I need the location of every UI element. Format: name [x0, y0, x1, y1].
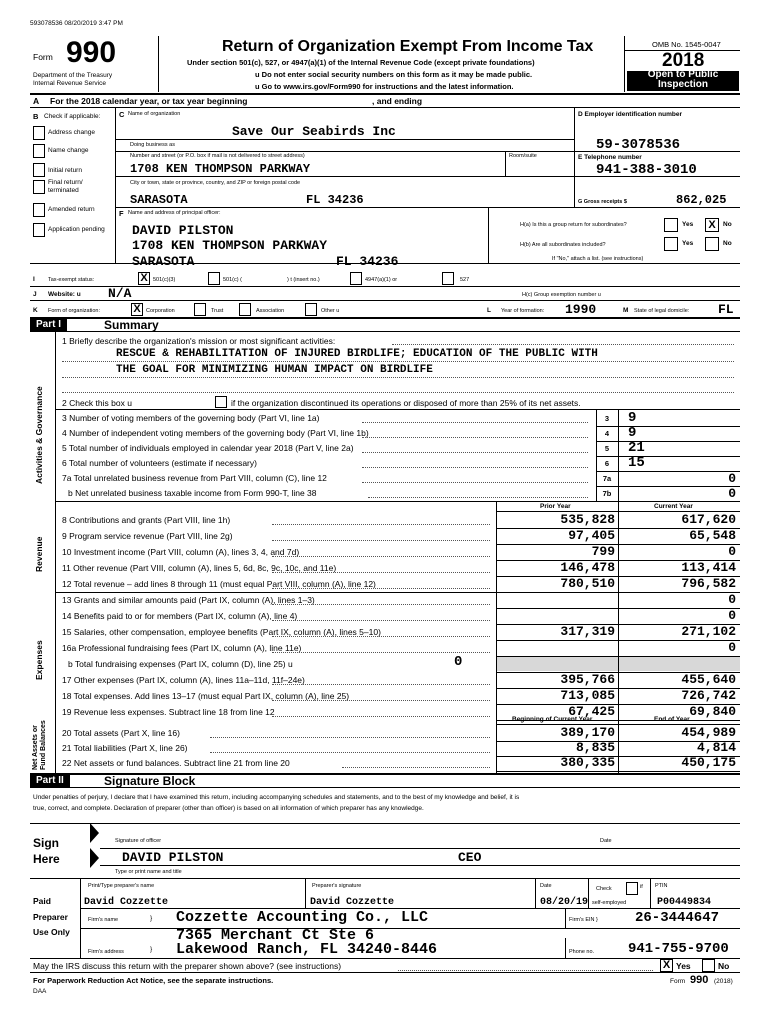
status-501c3-label: 501(c)(3) [153, 277, 176, 283]
officer-title: CEO [458, 850, 482, 865]
beginning-year-value: 380,335 [560, 755, 615, 770]
firm-address-2: Lakewood Ranch, FL 34240-8446 [176, 941, 438, 958]
status-4947-label: 4947(a)(1) or [365, 277, 398, 283]
tax-exempt-label: Tax-exempt status: [48, 277, 95, 283]
end-year-value: 454,989 [681, 725, 736, 740]
amended-return-checkbox[interactable] [33, 203, 45, 217]
address-change-checkbox[interactable] [33, 126, 45, 140]
current-year-value: 726,742 [681, 688, 736, 703]
gov-line-text: b Net unrelated business taxable income from Form 990-T, line 38 [68, 488, 317, 498]
firm-name-label: Firm's name [88, 917, 119, 923]
dotted-leader [272, 604, 490, 605]
firm-name-arrow: } [150, 915, 153, 922]
discuss-yes-checkbox[interactable]: X [660, 959, 673, 972]
gross-receipts-value: 862,025 [676, 193, 727, 207]
net-asset-line-text: 22 Net assets or fund balances. Subtract line 21 from line 20 [62, 758, 290, 768]
gov-line-text: 4 Number of independent voting members of the governing body (Part VI, line 1b) [62, 428, 369, 438]
row-c-label: C [119, 110, 125, 119]
discontinued-checkbox[interactable] [215, 396, 227, 408]
use-only-label: Use Only [33, 927, 70, 937]
trust-checkbox[interactable] [194, 303, 206, 316]
dotted-leader [272, 652, 490, 653]
other-form-checkbox[interactable] [305, 303, 317, 316]
org-form-label: Form of organization: [48, 308, 100, 314]
perjury-statement-2: true, correct, and complete. Declaration of preparer (other than officer) is based on all information of which preparer has any knowledge. [33, 805, 424, 812]
dotted-leader [210, 752, 490, 753]
side-revenue: Revenue [34, 536, 44, 572]
dotted-leader [362, 452, 588, 453]
irs-link: u Go to www.irs.gov/Form990 for instructions and the latest information. [255, 82, 514, 91]
preparer-sig-label: Preparer's signature [312, 883, 362, 889]
corporation-label: Corporation [146, 308, 175, 314]
dotted-leader [362, 437, 588, 438]
dotted-leader [272, 684, 490, 685]
officer-address-label: Name and address of principal officer: [128, 210, 221, 216]
status-527-label: 527 [460, 277, 470, 283]
gov-line-box: 7a [602, 474, 612, 483]
formation-year-value: 1990 [565, 302, 597, 317]
status-501c-checkbox[interactable] [208, 272, 220, 285]
ssn-warning: u Do not enter social security numbers on this form as it may be made public. [255, 70, 533, 79]
gov-line-value: 0 [728, 471, 736, 486]
form-subtitle: Under section 501(c), 527, or 4947(a)(1) of the Internal Revenue Code (except private foundations) [187, 58, 535, 67]
current-year-value: 69,840 [689, 704, 736, 719]
row-a-ending: , and ending [372, 96, 423, 106]
dotted-leader [362, 467, 588, 468]
line2-text-b: if the organization discontinued its operations or disposed of more than 25% of its net assets. [231, 398, 581, 408]
beginning-year-value: 389,170 [560, 725, 615, 740]
money-line-text: 13 Grants and similar amounts paid (Part IX, column (A), lines 1–3) [62, 595, 315, 605]
amended-return-label: Amended return [48, 206, 95, 213]
address-change-label: Address change [48, 129, 95, 136]
sign-label: Sign [33, 836, 59, 850]
hb-note: If "No," attach a list. (see instructions) [552, 256, 644, 262]
dept-irs: Internal Revenue Service [33, 80, 106, 87]
box-column-rule [596, 409, 597, 501]
website-value: N/A [108, 286, 132, 301]
if-label: if [640, 884, 643, 890]
current-year-value: 0 [728, 640, 736, 655]
tax-year: 2018 [662, 50, 705, 71]
money-line-text: 19 Revenue less expenses. Subtract line 18 from line 12 [62, 707, 275, 717]
beginning-year-header: Beginning of Current Year [512, 716, 593, 723]
mission-line-2: THE GOAL FOR MINIMIZING HUMAN IMPACT ON BIRDLIFE [116, 364, 433, 376]
street-label: Number and street (or P.O. box if mail is not delivered to street address) [130, 153, 305, 159]
prior-year-value: 317,319 [560, 624, 615, 639]
row-l-label: L [487, 307, 491, 314]
dotted-leader [272, 524, 490, 525]
ha-yes-checkbox[interactable] [664, 218, 678, 232]
prior-year-value: 395,766 [560, 672, 615, 687]
gov-line-value: 21 [628, 440, 645, 456]
gov-line-text: 3 Number of voting members of the governing body (Part VI, line 1a) [62, 413, 320, 423]
discuss-yes-label: Yes [676, 961, 691, 971]
status-501c-label: 501(c) ( [223, 277, 242, 283]
current-year-value: 0 [728, 544, 736, 559]
current-year-value: 65,548 [689, 528, 736, 543]
hb-no-label: No [723, 240, 732, 247]
dotted-leader [272, 636, 490, 637]
initial-return-checkbox[interactable] [33, 163, 45, 177]
current-year-value: 455,640 [681, 672, 736, 687]
officer-state-zip: FL 34236 [336, 254, 399, 269]
city-label: City or town, state or province, country, and ZIP or foreign postal code [130, 180, 301, 186]
officer-print-name: DAVID PILSTON [122, 850, 224, 865]
money-line-text: 18 Total expenses. Add lines 13–17 (must equal Part IX, column (A), line 25) [62, 691, 350, 701]
hb-yes-label: Yes [682, 240, 694, 247]
name-change-checkbox[interactable] [33, 144, 45, 158]
discuss-no-label: No [718, 961, 730, 971]
dotted-leader [272, 716, 490, 717]
org-state-zip: FL 34236 [306, 193, 364, 207]
ha-no-label: No [723, 221, 732, 228]
firm-address-arrow: } [150, 946, 153, 953]
association-checkbox[interactable] [239, 303, 251, 316]
money-line-text: 9 Program service revenue (Part VIII, line 2g) [62, 531, 233, 541]
row-i-label: I [33, 276, 35, 283]
firm-phone-label: Phone no. [569, 949, 595, 955]
line1-text: 1 Briefly describe the organization's mission or most significant activities: [62, 336, 336, 346]
sign-arrow-icon [90, 823, 99, 843]
prior-year-value: 780,510 [560, 576, 615, 591]
net-asset-line-text: 21 Total liabilities (Part X, line 26) [62, 743, 188, 753]
firm-ein: 26-3444647 [635, 910, 720, 926]
formation-year-label: Year of formation: [501, 308, 545, 314]
here-label: Here [33, 852, 60, 866]
room-label: Room/suite [509, 153, 537, 159]
check-label: Check [596, 886, 612, 892]
dotted-leader [342, 767, 490, 768]
ha-no-checkbox[interactable]: X [705, 218, 719, 232]
gov-line-box: 4 [604, 429, 610, 438]
gov-line-text: 7a Total unrelated business revenue from Part VIII, column (C), line 12 [62, 473, 327, 483]
row-a-label: A [33, 96, 40, 106]
dotted-leader [272, 588, 490, 589]
org-city: SARASOTA [130, 193, 188, 207]
final-return-label: Final return/ terminated [48, 179, 83, 194]
gov-line-value: 9 [628, 425, 637, 441]
row-f-label: F [119, 209, 124, 218]
gov-line-box: 5 [604, 444, 610, 453]
trust-label: Trust [211, 308, 224, 314]
dept-treasury: Department of the Treasury [33, 72, 113, 79]
hb-yes-checkbox[interactable] [664, 237, 678, 251]
money-line-text: b Total fundraising expenses (Part IX, column (D), line 25) u [68, 659, 293, 669]
firm-ein-label: Firm's EIN } [569, 917, 598, 923]
money-line-text: 15 Salaries, other compensation, employee benefits (Part IX, column (A), lines 5–10) [62, 627, 381, 637]
initial-return-label: Initial return [48, 167, 82, 174]
gross-receipts-label: G Gross receipts $ [578, 199, 627, 205]
dotted-leader [272, 540, 490, 541]
final-return-checkbox[interactable] [33, 180, 45, 194]
prior-year-header: Prior Year [540, 503, 571, 510]
money-line-text: 8 Contributions and grants (Part VIII, line 1h) [62, 515, 231, 525]
dba-label: Doing business as [130, 142, 175, 148]
hb-no-checkbox[interactable] [705, 237, 719, 251]
footer-form-number: 990 [690, 974, 709, 986]
association-label: Association [256, 308, 285, 314]
ha-question: H(a) Is this a group return for subordinates? [520, 222, 627, 228]
print-stamp: 593078536 08/20/2019 3:47 PM [30, 20, 123, 27]
ein-label: D Employer identification number [578, 111, 683, 118]
org-street: 1708 KEN THOMPSON PARKWAY [130, 162, 311, 176]
current-year-value: 617,620 [681, 512, 736, 527]
preparer-name-label: Print/Type preparer's name [88, 883, 155, 889]
row-b-label: B [33, 112, 39, 121]
daa-label: DAA [33, 988, 47, 995]
status-527-checkbox[interactable] [442, 272, 454, 285]
form-number: 990 [66, 36, 117, 69]
row-a-text: For the 2018 calendar year, or tax year beginning [50, 96, 248, 106]
discuss-no-checkbox[interactable] [702, 959, 715, 972]
footer-form-label: Form [670, 978, 686, 985]
part1-label: Part I [30, 318, 67, 331]
gov-line-text: 6 Total number of volunteers (estimate if necessary) [62, 458, 257, 468]
gov-line-box: 6 [604, 459, 610, 468]
inspection: Inspection [657, 79, 708, 90]
form-title: Return of Organization Exempt From Income Tax [222, 38, 594, 55]
end-year-value: 4,814 [696, 740, 736, 755]
prior-year-value: 146,478 [560, 560, 615, 575]
org-name-label: Name of organization [128, 111, 181, 117]
current-year-header: Current Year [654, 503, 693, 510]
fundraising-total-value: 0 [454, 654, 463, 670]
firm-name: Cozzette Accounting Co., LLC [176, 909, 429, 926]
prior-year-value: 97,405 [568, 528, 615, 543]
corporation-checkbox[interactable]: X [131, 303, 143, 316]
part2-title: Signature Block [104, 774, 196, 788]
beginning-year-value: 8,835 [575, 740, 615, 755]
dotted-leader [272, 556, 490, 557]
part1-title: Summary [104, 318, 159, 332]
form-label: Form [33, 52, 53, 62]
officer-name: DAVID PILSTON [132, 223, 234, 238]
dotted-leader [362, 422, 588, 423]
row-b-text: Check if applicable: [44, 113, 101, 120]
sign-arrow-icon [90, 848, 99, 868]
money-line-text: 11 Other revenue (Part VIII, column (A), lines 5, 6d, 8c, 9c, 10c, and 11e) [62, 563, 337, 573]
current-year-value: 113,414 [681, 560, 736, 575]
side-activities-governance: Activities & Governance [34, 386, 44, 484]
ein-value: 59-3078536 [596, 137, 681, 153]
dotted-leader [210, 737, 490, 738]
prior-year-value: 535,828 [560, 512, 615, 527]
discuss-question: May the IRS discuss this return with the preparer shown above? (see instructions) [33, 961, 342, 971]
dotted-leader [368, 497, 588, 498]
perjury-statement-1: Under penalties of perjury, I declare that I have examined this return, including accompanying schedules and statements, and to the best of my knowledge and belief, it is [33, 794, 520, 801]
preparer-date: 08/20/19 [540, 897, 589, 908]
end-year-header: End of Year [654, 716, 690, 723]
money-line-text: 14 Benefits paid to or for members (Part IX, column (A), line 4) [62, 611, 298, 621]
net-asset-line-text: 20 Total assets (Part X, line 16) [62, 728, 180, 738]
row-m-label: M [623, 307, 629, 314]
part2-label: Part II [30, 774, 70, 787]
self-employed-checkbox[interactable] [626, 882, 638, 895]
application-pending-label: Application pending [48, 226, 105, 233]
firm-address-label: Firm's address [88, 949, 124, 955]
current-year-value: 796,582 [681, 576, 736, 591]
dotted-leader [272, 620, 490, 621]
paperwork-notice: For Paperwork Reduction Act Notice, see the separate instructions. [33, 976, 274, 985]
money-line-text: 10 Investment income (Part VIII, column (A), lines 3, 4, and 7d) [62, 547, 300, 557]
firm-phone: 941-755-9700 [628, 941, 729, 957]
gov-line-box: 7b [602, 489, 612, 498]
current-year-value: 271,102 [681, 624, 736, 639]
line2-text: 2 Check this box u [62, 398, 132, 408]
prior-year-value: 799 [591, 544, 615, 559]
status-insert-label: ) t (insert no.) [287, 277, 320, 283]
application-pending-checkbox[interactable] [33, 223, 45, 237]
preparer-date-label: Date [540, 883, 552, 889]
phone-label: E Telephone number [578, 154, 642, 161]
footer-form-year: (2018) [714, 978, 733, 985]
other-form-label: Other u [321, 308, 340, 314]
gov-line-value: 9 [628, 410, 637, 426]
dotted-leader [272, 700, 490, 701]
preparer-signature: David Cozzette [310, 897, 395, 908]
org-name: Save Our Seabirds Inc [232, 124, 396, 139]
hb-question: H(b) Are all subordinates included? [520, 242, 606, 248]
omb-number: OMB No. 1545-0047 [652, 40, 721, 49]
preparer-ptin: P00449834 [657, 897, 712, 908]
money-line-text: 12 Total revenue – add lines 8 through 11 (must equal Part VIII, column (A), line 12) [62, 579, 376, 589]
ha-yes-label: Yes [682, 221, 694, 228]
self-employed-label: self-employed [592, 900, 627, 906]
current-year-value: 0 [728, 592, 736, 607]
dotted-leader [362, 482, 588, 483]
sign-date-label: Date [600, 838, 612, 844]
phone-value: 941-388-3010 [596, 162, 697, 178]
name-change-label: Name change [48, 147, 89, 154]
row-k-label: K [33, 307, 38, 314]
prior-year-value: 67,425 [568, 704, 615, 719]
firm-address-1: 7365 Merchant Ct Ste 6 [176, 927, 375, 944]
domicile-label: State of legal domicile: [634, 308, 690, 314]
paid-label: Paid [33, 896, 51, 906]
domicile-value: FL [718, 302, 734, 317]
officer-city: SARASOTA [132, 254, 195, 269]
gov-line-text: 5 Total number of individuals employed in calendar year 2018 (Part V, line 2a) [62, 443, 354, 453]
current-year-value: 0 [728, 608, 736, 623]
ptin-label: PTIN [655, 883, 668, 889]
money-line-text: 16a Professional fundraising fees (Part IX, column (A), line 11e) [62, 643, 302, 653]
open-public: Open to Public [647, 69, 719, 80]
mission-line-1: RESCUE & REHABILITATION OF INJURED BIRDLIFE; EDUCATION OF THE PUBLIC WITH [116, 348, 598, 360]
prior-year-value: 713,085 [560, 688, 615, 703]
preparer-name: David Cozzette [84, 897, 169, 908]
money-line-text: 17 Other expenses (Part IX, column (A), lines 11a–11d, 11f–24e) [62, 675, 305, 685]
hc-label: H(c) Group exemption number u [522, 292, 601, 298]
side-fund-balances: Fund Balances [40, 720, 47, 770]
gov-line-value: 15 [628, 455, 645, 471]
preparer-label: Preparer [33, 912, 68, 922]
website-label: Website: u [48, 291, 81, 298]
type-name-title-label: Type or print name and title [115, 869, 182, 875]
gov-line-value: 0 [728, 486, 736, 501]
status-4947-checkbox[interactable] [350, 272, 362, 285]
officer-street: 1708 KEN THOMPSON PARKWAY [132, 238, 328, 253]
side-expenses: Expenses [34, 640, 44, 680]
row-j-label: J [33, 291, 37, 298]
end-year-value: 450,175 [681, 755, 736, 770]
officer-signature-label: Signature of officer [115, 838, 162, 844]
dotted-leader [272, 572, 490, 573]
status-501c3-checkbox[interactable]: X [138, 272, 150, 285]
gov-line-box: 3 [604, 414, 610, 423]
side-net-assets: Net Assets or [32, 725, 39, 770]
